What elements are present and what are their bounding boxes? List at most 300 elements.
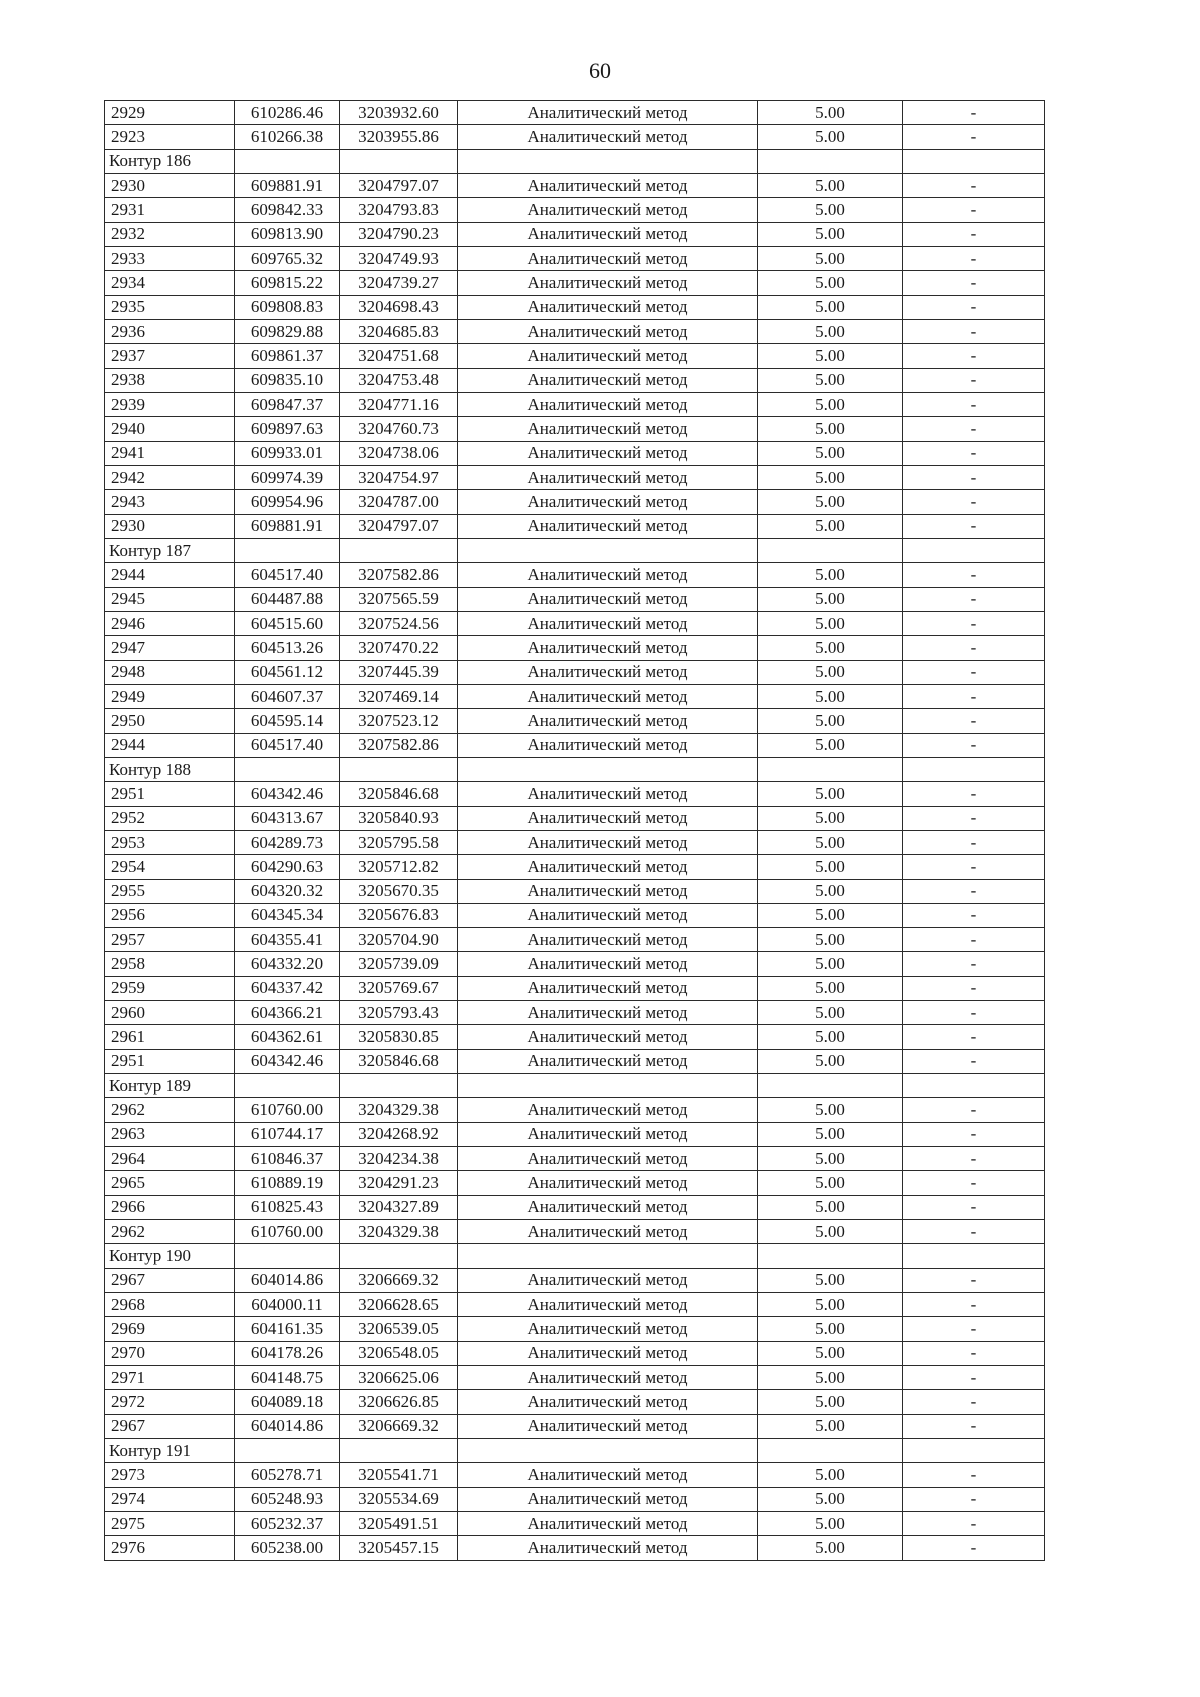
empty-cell xyxy=(458,149,758,173)
point-number: 2962 xyxy=(105,1098,235,1122)
coordinate-y: 3206548.05 xyxy=(340,1341,458,1365)
coordinate-y: 3204760.73 xyxy=(340,417,458,441)
table-row xyxy=(105,709,1045,733)
coordinate-x: 604014.86 xyxy=(235,1414,340,1438)
point-number: 2936 xyxy=(105,319,235,343)
accuracy-cell: 5.00 xyxy=(758,1147,903,1171)
table-row xyxy=(105,319,1045,343)
table-row xyxy=(105,368,1045,392)
coordinate-y: 3203932.60 xyxy=(340,101,458,125)
accuracy-cell: 5.00 xyxy=(758,830,903,854)
contour-label: Контур 191 xyxy=(105,1439,235,1463)
note-cell: - xyxy=(903,295,1045,319)
accuracy-cell: 5.00 xyxy=(758,1512,903,1536)
note-cell: - xyxy=(903,1463,1045,1487)
table-row xyxy=(105,1366,1045,1390)
point-number: 2957 xyxy=(105,928,235,952)
point-number: 2965 xyxy=(105,1171,235,1195)
coordinate-x: 605238.00 xyxy=(235,1536,340,1560)
coordinate-y: 3205830.85 xyxy=(340,1025,458,1049)
note-cell: - xyxy=(903,441,1045,465)
coordinates-table xyxy=(104,100,1045,1561)
coordinate-x: 604342.46 xyxy=(235,782,340,806)
accuracy-cell: 5.00 xyxy=(758,1341,903,1365)
table-row xyxy=(105,806,1045,830)
accuracy-cell: 5.00 xyxy=(758,1001,903,1025)
method-cell: Аналитический метод xyxy=(458,1049,758,1073)
accuracy-cell: 5.00 xyxy=(758,1195,903,1219)
point-number: 2949 xyxy=(105,684,235,708)
note-cell: - xyxy=(903,1341,1045,1365)
coordinate-x: 604161.35 xyxy=(235,1317,340,1341)
coordinate-y: 3204739.27 xyxy=(340,271,458,295)
accuracy-cell: 5.00 xyxy=(758,660,903,684)
point-number: 2950 xyxy=(105,709,235,733)
method-cell: Аналитический метод xyxy=(458,1025,758,1049)
note-cell: - xyxy=(903,1317,1045,1341)
coordinate-y: 3204751.68 xyxy=(340,344,458,368)
coordinate-y: 3207469.14 xyxy=(340,684,458,708)
note-cell: - xyxy=(903,636,1045,660)
point-number: 2941 xyxy=(105,441,235,465)
accuracy-cell: 5.00 xyxy=(758,392,903,416)
empty-cell xyxy=(758,538,903,562)
accuracy-cell: 5.00 xyxy=(758,222,903,246)
point-number: 2961 xyxy=(105,1025,235,1049)
coordinate-x: 604345.34 xyxy=(235,903,340,927)
method-cell: Аналитический метод xyxy=(458,587,758,611)
coordinate-y: 3204790.23 xyxy=(340,222,458,246)
method-cell: Аналитический метод xyxy=(458,806,758,830)
accuracy-cell: 5.00 xyxy=(758,441,903,465)
coordinate-x: 604332.20 xyxy=(235,952,340,976)
point-number: 2956 xyxy=(105,903,235,927)
contour-label: Контур 188 xyxy=(105,757,235,781)
empty-cell xyxy=(903,538,1045,562)
point-number: 2959 xyxy=(105,976,235,1000)
coordinate-y: 3204749.93 xyxy=(340,246,458,270)
point-number: 2933 xyxy=(105,246,235,270)
point-number: 2975 xyxy=(105,1512,235,1536)
note-cell: - xyxy=(903,782,1045,806)
coordinate-x: 610744.17 xyxy=(235,1122,340,1146)
note-cell: - xyxy=(903,1268,1045,1292)
coordinate-y: 3204787.00 xyxy=(340,490,458,514)
table-row xyxy=(105,465,1045,489)
contour-header-row xyxy=(105,1244,1045,1268)
contour-label: Контур 186 xyxy=(105,149,235,173)
point-number: 2966 xyxy=(105,1195,235,1219)
accuracy-cell: 5.00 xyxy=(758,587,903,611)
method-cell: Аналитический метод xyxy=(458,1536,758,1560)
method-cell: Аналитический метод xyxy=(458,1366,758,1390)
table-row xyxy=(105,1122,1045,1146)
point-number: 2951 xyxy=(105,782,235,806)
coordinate-x: 609974.39 xyxy=(235,465,340,489)
note-cell: - xyxy=(903,952,1045,976)
table-row xyxy=(105,1536,1045,1560)
note-cell: - xyxy=(903,1366,1045,1390)
coordinate-x: 605278.71 xyxy=(235,1463,340,1487)
method-cell: Аналитический метод xyxy=(458,782,758,806)
contour-header-row xyxy=(105,538,1045,562)
accuracy-cell: 5.00 xyxy=(758,1268,903,1292)
coordinate-y: 3207445.39 xyxy=(340,660,458,684)
coordinate-x: 604089.18 xyxy=(235,1390,340,1414)
table-row xyxy=(105,125,1045,149)
coordinate-y: 3204327.89 xyxy=(340,1195,458,1219)
empty-cell xyxy=(903,1244,1045,1268)
coordinate-y: 3204698.43 xyxy=(340,295,458,319)
coordinate-y: 3207523.12 xyxy=(340,709,458,733)
coordinate-x: 610825.43 xyxy=(235,1195,340,1219)
accuracy-cell: 5.00 xyxy=(758,952,903,976)
table-row xyxy=(105,611,1045,635)
method-cell: Аналитический метод xyxy=(458,1414,758,1438)
coordinate-y: 3207565.59 xyxy=(340,587,458,611)
note-cell: - xyxy=(903,806,1045,830)
coordinate-y: 3206628.65 xyxy=(340,1293,458,1317)
point-number: 2930 xyxy=(105,173,235,197)
note-cell: - xyxy=(903,1171,1045,1195)
note-cell: - xyxy=(903,417,1045,441)
accuracy-cell: 5.00 xyxy=(758,173,903,197)
coordinate-x: 609765.32 xyxy=(235,246,340,270)
empty-cell xyxy=(340,1074,458,1098)
accuracy-cell: 5.00 xyxy=(758,1025,903,1049)
table-row xyxy=(105,1147,1045,1171)
accuracy-cell: 5.00 xyxy=(758,490,903,514)
table-row xyxy=(105,952,1045,976)
empty-cell xyxy=(235,1439,340,1463)
table-row xyxy=(105,1512,1045,1536)
contour-header-row xyxy=(105,149,1045,173)
accuracy-cell: 5.00 xyxy=(758,928,903,952)
point-number: 2932 xyxy=(105,222,235,246)
empty-cell xyxy=(458,1439,758,1463)
method-cell: Аналитический метод xyxy=(458,125,758,149)
accuracy-cell: 5.00 xyxy=(758,611,903,635)
table-row xyxy=(105,1195,1045,1219)
coordinate-y: 3203955.86 xyxy=(340,125,458,149)
table-row xyxy=(105,830,1045,854)
point-number: 2963 xyxy=(105,1122,235,1146)
method-cell: Аналитический метод xyxy=(458,563,758,587)
coordinate-x: 604366.21 xyxy=(235,1001,340,1025)
method-cell: Аналитический метод xyxy=(458,1098,758,1122)
table-row xyxy=(105,1317,1045,1341)
empty-cell xyxy=(235,757,340,781)
note-cell: - xyxy=(903,490,1045,514)
coordinate-x: 610760.00 xyxy=(235,1098,340,1122)
empty-cell xyxy=(340,1439,458,1463)
method-cell: Аналитический метод xyxy=(458,368,758,392)
note-cell: - xyxy=(903,976,1045,1000)
coordinate-y: 3205457.15 xyxy=(340,1536,458,1560)
point-number: 2929 xyxy=(105,101,235,125)
note-cell: - xyxy=(903,319,1045,343)
method-cell: Аналитический метод xyxy=(458,611,758,635)
table-row xyxy=(105,1487,1045,1511)
table-row xyxy=(105,563,1045,587)
coordinate-y: 3206539.05 xyxy=(340,1317,458,1341)
coordinate-x: 604337.42 xyxy=(235,976,340,1000)
point-number: 2939 xyxy=(105,392,235,416)
coordinate-y: 3206669.32 xyxy=(340,1414,458,1438)
table-row xyxy=(105,1341,1045,1365)
coordinate-y: 3205846.68 xyxy=(340,1049,458,1073)
note-cell: - xyxy=(903,1293,1045,1317)
accuracy-cell: 5.00 xyxy=(758,1414,903,1438)
coordinate-x: 609813.90 xyxy=(235,222,340,246)
coordinate-x: 609815.22 xyxy=(235,271,340,295)
method-cell: Аналитический метод xyxy=(458,246,758,270)
coordinate-x: 609842.33 xyxy=(235,198,340,222)
coordinate-x: 609829.88 xyxy=(235,319,340,343)
coordinate-x: 604362.61 xyxy=(235,1025,340,1049)
table-row xyxy=(105,101,1045,125)
note-cell: - xyxy=(903,1098,1045,1122)
accuracy-cell: 5.00 xyxy=(758,271,903,295)
note-cell: - xyxy=(903,1220,1045,1244)
point-number: 2930 xyxy=(105,514,235,538)
empty-cell xyxy=(235,1074,340,1098)
note-cell: - xyxy=(903,246,1045,270)
note-cell: - xyxy=(903,879,1045,903)
table-row xyxy=(105,587,1045,611)
accuracy-cell: 5.00 xyxy=(758,1122,903,1146)
coordinate-x: 609835.10 xyxy=(235,368,340,392)
point-number: 2943 xyxy=(105,490,235,514)
coordinate-x: 604607.37 xyxy=(235,684,340,708)
coordinate-y: 3205704.90 xyxy=(340,928,458,952)
note-cell: - xyxy=(903,344,1045,368)
method-cell: Аналитический метод xyxy=(458,1001,758,1025)
method-cell: Аналитический метод xyxy=(458,1268,758,1292)
method-cell: Аналитический метод xyxy=(458,222,758,246)
note-cell: - xyxy=(903,368,1045,392)
coordinate-x: 609847.37 xyxy=(235,392,340,416)
coordinate-x: 610760.00 xyxy=(235,1220,340,1244)
method-cell: Аналитический метод xyxy=(458,830,758,854)
method-cell: Аналитический метод xyxy=(458,198,758,222)
note-cell: - xyxy=(903,1414,1045,1438)
empty-cell xyxy=(758,757,903,781)
empty-cell xyxy=(340,538,458,562)
accuracy-cell: 5.00 xyxy=(758,563,903,587)
table-row xyxy=(105,1268,1045,1292)
accuracy-cell: 5.00 xyxy=(758,1220,903,1244)
table-row xyxy=(105,490,1045,514)
point-number: 2955 xyxy=(105,879,235,903)
table-row xyxy=(105,295,1045,319)
note-cell: - xyxy=(903,514,1045,538)
note-cell: - xyxy=(903,830,1045,854)
coordinate-y: 3204268.92 xyxy=(340,1122,458,1146)
coordinate-x: 604313.67 xyxy=(235,806,340,830)
point-number: 2946 xyxy=(105,611,235,635)
table-row xyxy=(105,636,1045,660)
coordinate-x: 604342.46 xyxy=(235,1049,340,1073)
method-cell: Аналитический метод xyxy=(458,1463,758,1487)
accuracy-cell: 5.00 xyxy=(758,465,903,489)
table-row xyxy=(105,1390,1045,1414)
note-cell: - xyxy=(903,733,1045,757)
table-row xyxy=(105,903,1045,927)
method-cell: Аналитический метод xyxy=(458,514,758,538)
coordinate-x: 604320.32 xyxy=(235,879,340,903)
empty-cell xyxy=(903,1439,1045,1463)
empty-cell xyxy=(235,538,340,562)
point-number: 2937 xyxy=(105,344,235,368)
method-cell: Аналитический метод xyxy=(458,1341,758,1365)
coordinate-y: 3205676.83 xyxy=(340,903,458,927)
accuracy-cell: 5.00 xyxy=(758,855,903,879)
note-cell: - xyxy=(903,1195,1045,1219)
method-cell: Аналитический метод xyxy=(458,952,758,976)
empty-cell xyxy=(458,538,758,562)
empty-cell xyxy=(235,1244,340,1268)
contour-label: Контур 187 xyxy=(105,538,235,562)
accuracy-cell: 5.00 xyxy=(758,1390,903,1414)
accuracy-cell: 5.00 xyxy=(758,246,903,270)
coordinate-y: 3205712.82 xyxy=(340,855,458,879)
accuracy-cell: 5.00 xyxy=(758,295,903,319)
coordinate-y: 3207470.22 xyxy=(340,636,458,660)
point-number: 2942 xyxy=(105,465,235,489)
coordinate-x: 604178.26 xyxy=(235,1341,340,1365)
coordinate-x: 604517.40 xyxy=(235,563,340,587)
table-row xyxy=(105,246,1045,270)
coordinate-x: 609897.63 xyxy=(235,417,340,441)
note-cell: - xyxy=(903,1487,1045,1511)
point-number: 2938 xyxy=(105,368,235,392)
table-row xyxy=(105,1414,1045,1438)
method-cell: Аналитический метод xyxy=(458,1147,758,1171)
coordinate-y: 3205534.69 xyxy=(340,1487,458,1511)
note-cell: - xyxy=(903,928,1045,952)
empty-cell xyxy=(340,1244,458,1268)
coordinate-x: 604513.26 xyxy=(235,636,340,660)
table-row xyxy=(105,1049,1045,1073)
note-cell: - xyxy=(903,222,1045,246)
method-cell: Аналитический метод xyxy=(458,928,758,952)
empty-cell xyxy=(340,149,458,173)
method-cell: Аналитический метод xyxy=(458,173,758,197)
point-number: 2964 xyxy=(105,1147,235,1171)
coordinate-x: 609881.91 xyxy=(235,173,340,197)
table-row xyxy=(105,928,1045,952)
point-number: 2967 xyxy=(105,1268,235,1292)
method-cell: Аналитический метод xyxy=(458,976,758,1000)
coordinate-y: 3205793.43 xyxy=(340,1001,458,1025)
coordinate-y: 3204329.38 xyxy=(340,1220,458,1244)
coordinate-x: 604517.40 xyxy=(235,733,340,757)
method-cell: Аналитический метод xyxy=(458,295,758,319)
accuracy-cell: 5.00 xyxy=(758,879,903,903)
accuracy-cell: 5.00 xyxy=(758,198,903,222)
coordinate-y: 3204771.16 xyxy=(340,392,458,416)
table-row xyxy=(105,976,1045,1000)
coordinate-x: 604000.11 xyxy=(235,1293,340,1317)
empty-cell xyxy=(758,1439,903,1463)
accuracy-cell: 5.00 xyxy=(758,709,903,733)
accuracy-cell: 5.00 xyxy=(758,806,903,830)
accuracy-cell: 5.00 xyxy=(758,733,903,757)
coordinate-y: 3207524.56 xyxy=(340,611,458,635)
empty-cell xyxy=(235,149,340,173)
contour-header-row xyxy=(105,757,1045,781)
point-number: 2971 xyxy=(105,1366,235,1390)
accuracy-cell: 5.00 xyxy=(758,125,903,149)
point-number: 2931 xyxy=(105,198,235,222)
note-cell: - xyxy=(903,563,1045,587)
coordinate-y: 3205840.93 xyxy=(340,806,458,830)
empty-cell xyxy=(458,1074,758,1098)
table-row xyxy=(105,879,1045,903)
accuracy-cell: 5.00 xyxy=(758,1317,903,1341)
contour-header-row xyxy=(105,1439,1045,1463)
point-number: 2969 xyxy=(105,1317,235,1341)
method-cell: Аналитический метод xyxy=(458,465,758,489)
method-cell: Аналитический метод xyxy=(458,344,758,368)
point-number: 2972 xyxy=(105,1390,235,1414)
coordinate-y: 3206626.85 xyxy=(340,1390,458,1414)
table-row xyxy=(105,441,1045,465)
point-number: 2952 xyxy=(105,806,235,830)
table-row xyxy=(105,1293,1045,1317)
note-cell: - xyxy=(903,1122,1045,1146)
empty-cell xyxy=(903,757,1045,781)
point-number: 2948 xyxy=(105,660,235,684)
empty-cell xyxy=(458,1244,758,1268)
coordinate-y: 3204685.83 xyxy=(340,319,458,343)
note-cell: - xyxy=(903,125,1045,149)
accuracy-cell: 5.00 xyxy=(758,417,903,441)
accuracy-cell: 5.00 xyxy=(758,1536,903,1560)
coordinate-x: 605232.37 xyxy=(235,1512,340,1536)
method-cell: Аналитический метод xyxy=(458,1390,758,1414)
coordinate-x: 610889.19 xyxy=(235,1171,340,1195)
empty-cell xyxy=(758,1244,903,1268)
coordinate-y: 3204291.23 xyxy=(340,1171,458,1195)
table-row xyxy=(105,684,1045,708)
note-cell: - xyxy=(903,1536,1045,1560)
table-row xyxy=(105,660,1045,684)
coordinate-x: 604561.12 xyxy=(235,660,340,684)
coordinate-y: 3204793.83 xyxy=(340,198,458,222)
coordinate-x: 604014.86 xyxy=(235,1268,340,1292)
method-cell: Аналитический метод xyxy=(458,879,758,903)
point-number: 2923 xyxy=(105,125,235,149)
contour-label: Контур 189 xyxy=(105,1074,235,1098)
accuracy-cell: 5.00 xyxy=(758,782,903,806)
empty-cell xyxy=(458,757,758,781)
method-cell: Аналитический метод xyxy=(458,660,758,684)
point-number: 2967 xyxy=(105,1414,235,1438)
note-cell: - xyxy=(903,709,1045,733)
method-cell: Аналитический метод xyxy=(458,1220,758,1244)
coordinate-x: 604515.60 xyxy=(235,611,340,635)
point-number: 2954 xyxy=(105,855,235,879)
accuracy-cell: 5.00 xyxy=(758,1366,903,1390)
coordinate-x: 609861.37 xyxy=(235,344,340,368)
note-cell: - xyxy=(903,660,1045,684)
empty-cell xyxy=(903,1074,1045,1098)
accuracy-cell: 5.00 xyxy=(758,1098,903,1122)
note-cell: - xyxy=(903,611,1045,635)
coordinate-y: 3204797.07 xyxy=(340,514,458,538)
